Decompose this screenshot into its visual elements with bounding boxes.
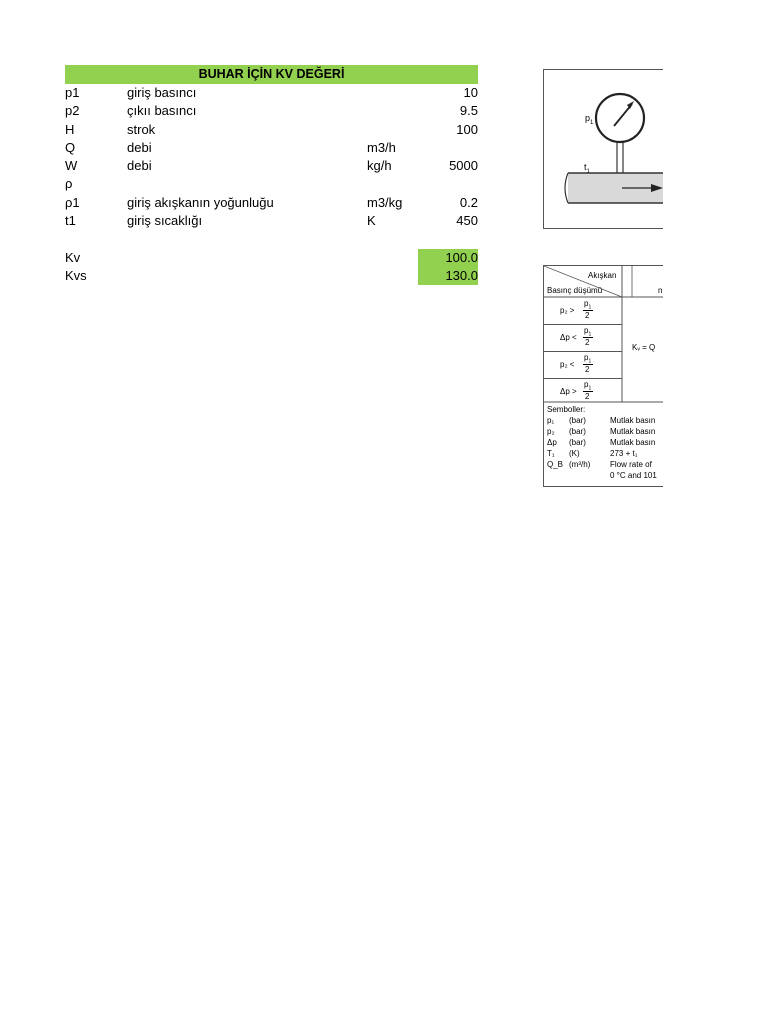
row-rho1 (65, 194, 478, 212)
condition-row: p₂ < $p_1$ 2 (544, 352, 622, 379)
row-kv (65, 249, 478, 267)
row-value[interactable]: 9.5 (459, 103, 478, 119)
row-symbol: ρ (65, 176, 73, 192)
row-symbol: p2 (65, 103, 80, 119)
kv-formula: Kᵥ = Q (632, 343, 656, 352)
row-rho (65, 175, 478, 193)
row-w (65, 157, 478, 175)
row-h (65, 121, 478, 139)
header-right: n (658, 286, 663, 295)
row-description: giriş sıcaklığı (127, 213, 203, 229)
row-value[interactable]: 5000 (449, 158, 478, 174)
row-symbol: H (65, 121, 75, 137)
result-symbol: Kv (65, 249, 81, 265)
row-q (65, 139, 478, 157)
row-symbol: W (65, 158, 78, 174)
row-symbol: t1 (65, 213, 76, 229)
row-value[interactable]: 450 (456, 213, 478, 229)
row-description: giriş akışkanın yoğunluğu (127, 194, 274, 210)
row-description: debi (127, 139, 152, 155)
row-unit: K (367, 213, 376, 229)
kv-formula-table: Akışkan Basınç düşümü n p₂ > $p_1$ 2 Δp < $p_1$ 2 p₂ < $p_1$ 2 Δp > $p_1$ 2 Kᵥ = Q Semboller: p₁ (bar) Mutlak basın p₂ (bar) Mutlak basın Δp (bar) Mutlak basın T₁ (K) 273 + t₁ Q_B (m³/h) Flow rate of 0 °C and 101 (543, 265, 663, 487)
row-unit: m3/kg (367, 194, 403, 210)
t1-label: $t_1$ (584, 162, 590, 175)
blank-row (65, 230, 478, 248)
row-unit: kg/h (367, 158, 392, 174)
symbols-title: Semboller: (547, 405, 586, 414)
row-value[interactable]: 100 (456, 121, 478, 137)
row-symbol: p1 (65, 85, 80, 100)
row-description: strok (127, 121, 156, 137)
condition-row: Δp < $p_1$ 2 (544, 325, 622, 352)
row-symbol: Q (65, 139, 76, 155)
gauge-pipe-drawing (544, 70, 663, 228)
row-value[interactable]: 0.2 (459, 194, 478, 210)
condition-row: p₂ > $p_1$ 2 (544, 298, 622, 325)
row-symbol: ρ1 (65, 194, 80, 210)
row-description: debi (127, 158, 152, 174)
row-value[interactable]: 10 (463, 85, 478, 100)
p1-label: $p_1$ (585, 113, 594, 126)
result-value[interactable]: 130.0 (445, 267, 478, 283)
header-fluid: Akışkan (588, 271, 617, 280)
row-description: çıkıı basıncı (127, 103, 197, 119)
condition-row: Δp > $p_1$ 2 (560, 380, 592, 401)
row-unit: m3/h (367, 139, 396, 155)
row-p2 (65, 102, 478, 120)
row-kvs (65, 267, 478, 285)
sheet-title: BUHAR İÇİN KV DEĞERİ (65, 65, 478, 84)
header-pressure-drop: Basınç düşümü (547, 286, 603, 295)
result-symbol: Kvs (65, 267, 87, 283)
spreadsheet (65, 65, 478, 285)
result-value[interactable]: 100.0 (445, 249, 478, 265)
pressure-gauge-figure (543, 69, 663, 229)
row-description: giriş basıncı (127, 85, 197, 100)
row-p1 (65, 84, 478, 102)
row-t1 (65, 212, 478, 230)
